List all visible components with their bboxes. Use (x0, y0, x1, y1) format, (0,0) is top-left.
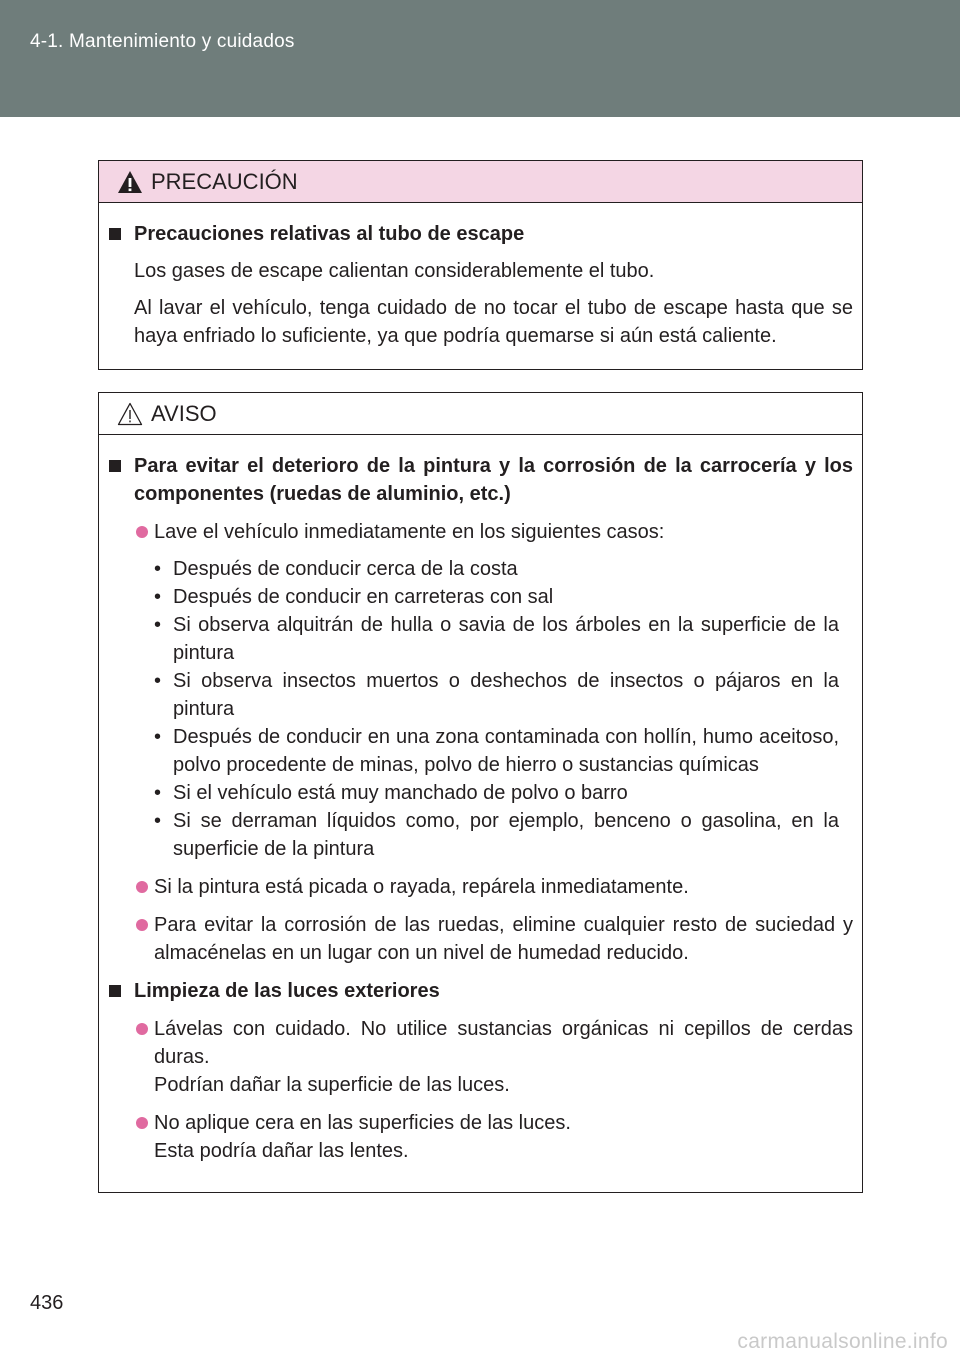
caution-paragraph: Los gases de escape calientan considerablemente el tubo. (134, 260, 655, 282)
caution-body (99, 203, 862, 350)
notice-heading-lights: Limpieza de las luces exteriores (108, 977, 853, 1005)
list-item (108, 1109, 853, 1165)
item-text: Lávelas con cuidado. No utilice sustancias orgánicas ni cepillos de cerdas duras. (154, 1018, 853, 1068)
list-item: Para evitar la corrosión de las ruedas, elimine cualquier resto de suciedad y almacénelas en un lugar con un nivel de humedad reducido. (108, 911, 853, 967)
cases-list (108, 555, 853, 863)
item-text: No aplique cera en las superficies de las luces. (154, 1112, 571, 1134)
list-item: • Si el vehículo está muy manchado de polvo o barro (154, 779, 853, 807)
list-item: • Si se derraman líquidos como, por ejemplo, benceno o gasolina, en la superficie de la pintura (154, 807, 853, 863)
item-note: Podrían dañar la superficie de las luces. (154, 1074, 510, 1096)
item-note: Esta podría dañar las lentes. (154, 1140, 409, 1162)
caution-heading: Precauciones relativas al tubo de escape (108, 220, 853, 248)
notice-header (99, 393, 862, 435)
caution-paragraph: Al lavar el vehículo, tenga cuidado de no tocar el tubo de escape hasta que se haya enfriado lo suficiente, ya que podría quemarse si aún está caliente. (134, 297, 853, 347)
notice-box (98, 392, 863, 1193)
page-number: 436 (30, 1292, 64, 1314)
caution-title: PRECAUCIÓN (151, 168, 298, 194)
header-band (0, 0, 960, 117)
list-item: • Si observa alquitrán de hulla o savia de los árboles en la superficie de la pintura (154, 611, 853, 667)
warning-outline-icon (117, 402, 143, 426)
warning-filled-icon (117, 170, 143, 194)
notice-body (99, 435, 862, 1165)
section-title: 4-1. Mantenimiento y cuidados (30, 31, 295, 52)
watermark: carmanualsonline.info (737, 1330, 948, 1353)
notice-title: AVISO (151, 400, 217, 426)
notice-heading-paint: Para evitar el deterioro de la pintura y la corrosión de la carrocería y los componentes (ruedas de aluminio, etc.) (108, 452, 853, 508)
list-item: • Después de conducir en carreteras con sal (154, 583, 853, 611)
list-item: Si la pintura está picada o rayada, repárela inmediatamente. (108, 873, 853, 901)
caution-header (99, 161, 862, 203)
list-item: • Después de conducir en una zona contaminada con hollín, humo aceitoso, polvo procedente de minas, polvo de hierro o sustancias químicas (154, 723, 853, 779)
list-item: • Si observa insectos muertos o deshechos de insectos o pájaros en la pintura (154, 667, 853, 723)
list-item: • Después de conducir cerca de la costa (154, 555, 853, 583)
caution-box (98, 160, 863, 370)
list-item: Lave el vehículo inmediatamente en los siguientes casos: (108, 518, 853, 546)
list-item (108, 1015, 853, 1099)
